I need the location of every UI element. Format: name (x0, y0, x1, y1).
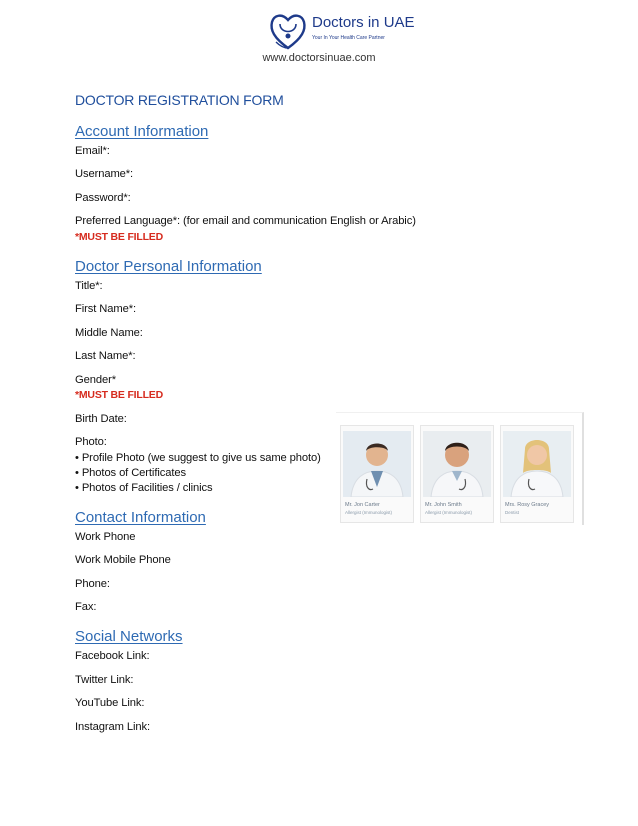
doctor-name: Mrs. Rosy Gracey (505, 502, 550, 508)
first-name-label: First Name*: (75, 303, 136, 315)
logo-tagline: Your In Your Health Care Partner (312, 35, 385, 41)
twitter-link-label: Twitter Link: (75, 674, 134, 686)
facebook-link-label: Facebook Link: (75, 650, 150, 662)
work-phone-label: Work Phone (75, 531, 136, 543)
site-logo (266, 8, 415, 52)
doctor-photo (343, 431, 411, 497)
doctor-name: Mr. Jon Carter (345, 502, 380, 508)
fax-label: Fax: (75, 601, 97, 613)
photo-list-item: • Profile Photo (we suggest to give us same photo) (75, 452, 321, 464)
section-personal-information: Doctor Personal Information (75, 258, 262, 275)
doctor-photo-examples (336, 412, 584, 525)
doctor-photo (503, 431, 571, 497)
doctor-specialty: Dentist (505, 510, 520, 515)
username-field-label: Username*: (75, 168, 134, 180)
required-note: *MUST BE FILLED (75, 389, 163, 401)
website-url[interactable]: www.doctorsinuae.com (262, 52, 376, 64)
photo-list-item: • Photos of Facilities / clinics (75, 482, 213, 494)
middle-name-label: Middle Name: (75, 327, 143, 339)
section-social-networks: Social Networks (75, 628, 183, 645)
section-contact-information: Contact Information (75, 509, 206, 526)
gender-label: Gender* (75, 374, 116, 386)
photo-label: Photo: (75, 436, 107, 448)
doctor-specialty: Allergist (Immunologist) (425, 510, 473, 515)
phone-label: Phone: (75, 578, 110, 590)
doctor-name: Mr. John Smith (425, 502, 462, 508)
last-name-label: Last Name*: (75, 350, 136, 362)
doctor-card (500, 425, 574, 523)
work-mobile-phone-label: Work Mobile Phone (75, 554, 171, 566)
photo-list-item: • Photos of Certificates (75, 467, 186, 479)
logo-title: Doctors in UAE (312, 14, 415, 31)
document-title: DOCTOR REGISTRATION FORM (75, 92, 284, 108)
youtube-link-label: YouTube Link: (75, 697, 145, 709)
doctor-card (340, 425, 414, 523)
section-account-information: Account Information (75, 123, 209, 140)
doctor-photo (423, 431, 491, 497)
preferred-language-label: Preferred Language*: (for email and communication English or Arabic) (75, 215, 416, 227)
doctor-specialty: Allergist (Immunologist) (345, 510, 393, 515)
email-field-label: Email*: (75, 145, 110, 157)
heart-stethoscope-icon (266, 8, 310, 52)
required-note: *MUST BE FILLED (75, 231, 163, 243)
title-field-label: Title*: (75, 280, 103, 292)
doctor-card (420, 425, 494, 523)
instagram-link-label: Instagram Link: (75, 721, 150, 733)
password-field-label: Password*: (75, 192, 131, 204)
birth-date-label: Birth Date: (75, 413, 127, 425)
